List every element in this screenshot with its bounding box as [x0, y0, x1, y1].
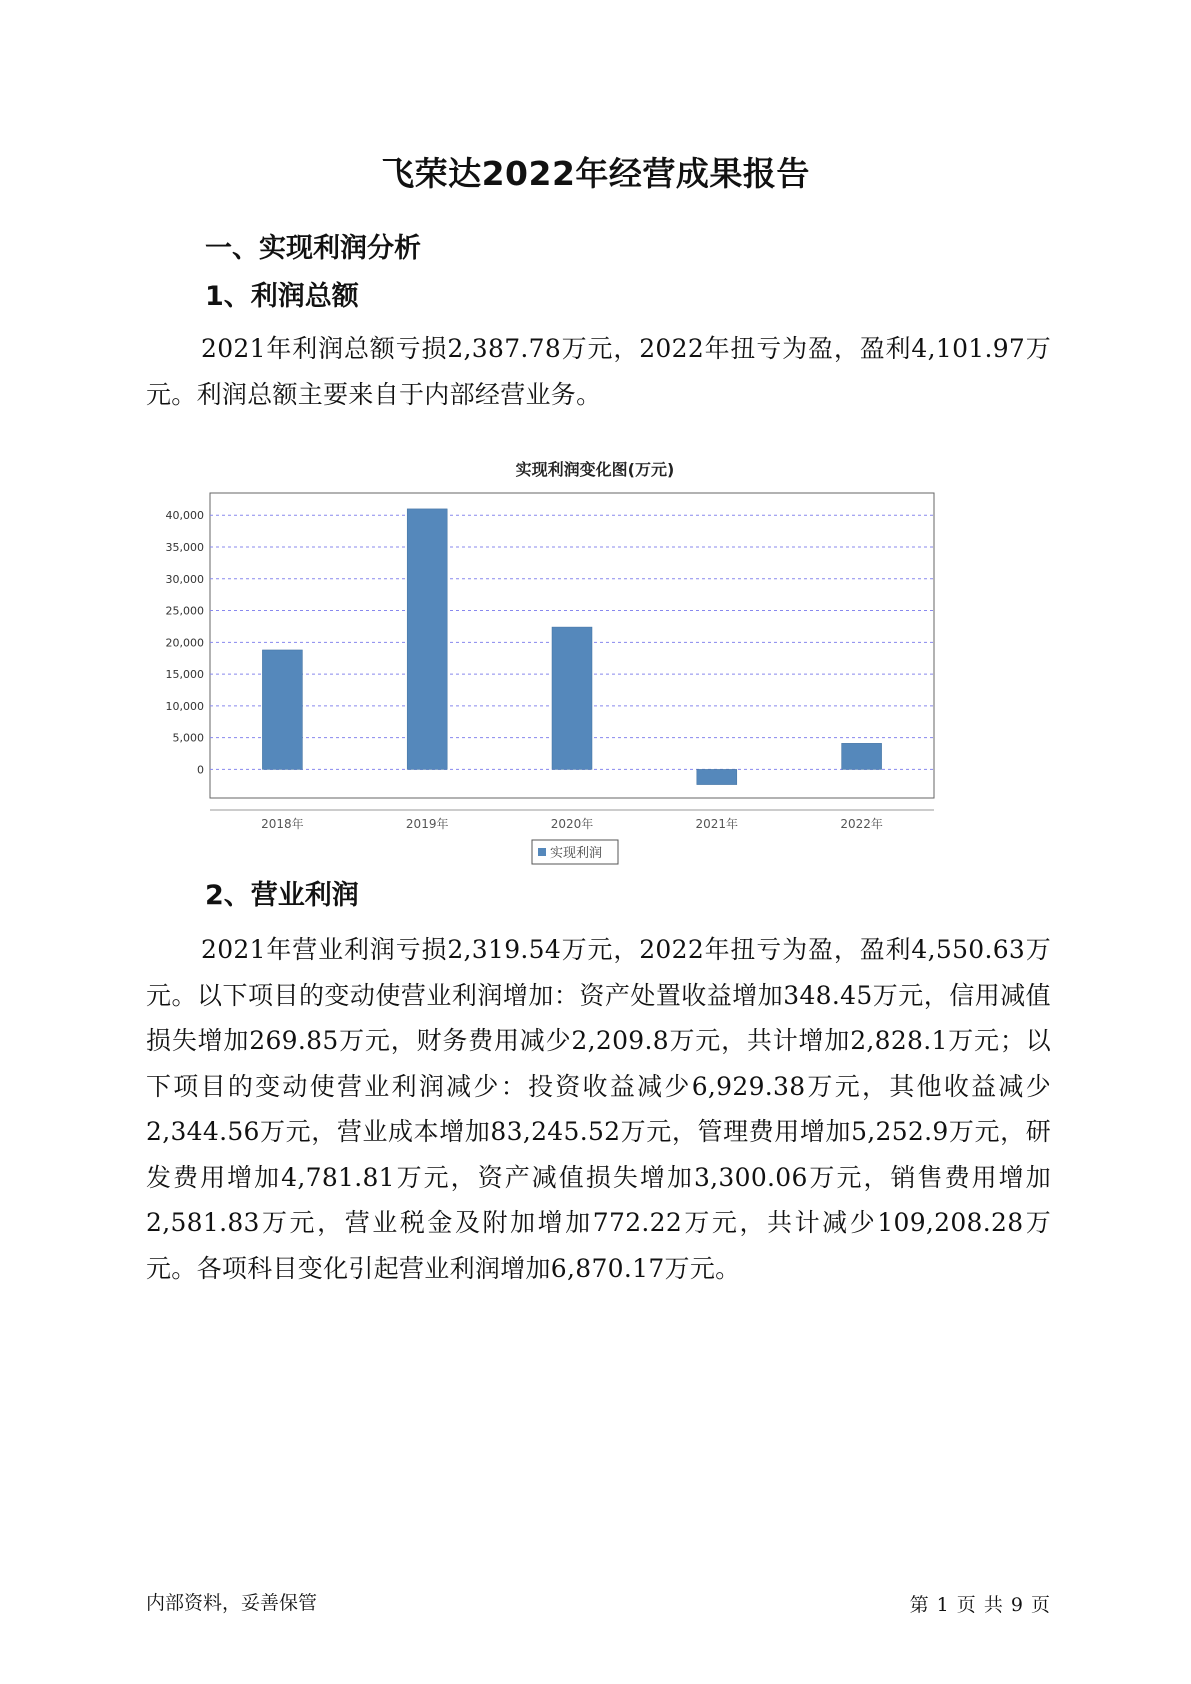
footer-confidential-note: 内部资料，妥善保管	[146, 1592, 318, 1614]
x-tick-label: 2022年	[840, 817, 883, 831]
bar-2018年	[262, 650, 302, 769]
x-tick-label: 2021年	[695, 817, 739, 831]
bar-2019年	[407, 509, 447, 770]
paragraph-operating-profit: 2021年营业利润亏损2,319.54万元，2022年扭亏为盈，盈利4,550.63万元。以下项目的变动使营业利润增加：资产处置收益增加348.45万元，信用减值损失增加269.85万元，财务费用减少2,209.8万元，共计增加2,828.1万元；以下项目的变动使营业利润减少：投资收益减少6,929.38万元，其他收益减少2,344.56万元，营业成本增加83,245.52万元，管理费用增加5,252.9万元，研发费用增加4,781.81万元，资产减值损失增加3,300.06万元，销售费用增加2,581.83万元，营业税金及附加增加772.22万元，共计减少109,208.28万元。各项科目变化引起营业利润增加6,870.17万元。	[146, 935, 1051, 1283]
section-heading-profit-analysis: 一、实现利润分析	[205, 233, 421, 264]
x-tick-label: 2020年	[550, 817, 594, 831]
subsection-heading-total-profit: 1、利润总额	[205, 281, 359, 312]
y-tick-label: 10,000	[165, 699, 204, 713]
y-tick-label: 15,000	[165, 668, 204, 682]
paragraph-total-profit: 2021年利润总额亏损2,387.78万元，2022年扭亏为盈，盈利4,101.97万元。利润总额主要来自于内部经营业务。	[146, 334, 1051, 409]
bar-2021年	[697, 769, 737, 784]
document-title: 飞荣达2022年经营成果报告	[381, 154, 810, 193]
footer-page-number: 第 1 页 共 9 页	[909, 1594, 1051, 1616]
y-tick-label: 40,000	[165, 509, 204, 523]
subsection-heading-operating-profit: 2、营业利润	[205, 880, 359, 911]
y-tick-label: 5,000	[172, 731, 204, 745]
x-tick-label: 2019年	[405, 817, 449, 831]
legend-swatch	[538, 848, 546, 856]
chart-title: 实现利润变化图(万元)	[515, 460, 675, 479]
legend-label: 实现利润	[550, 846, 603, 861]
y-tick-label: 0	[197, 763, 204, 777]
profit-bar-chart	[160, 455, 1030, 915]
y-tick-label: 35,000	[165, 541, 204, 555]
y-tick-label: 25,000	[165, 604, 204, 618]
bar-2022年	[842, 743, 882, 769]
x-tick-label: 2018年	[261, 817, 304, 831]
y-tick-label: 30,000	[165, 572, 204, 586]
bar-2020年	[552, 627, 592, 769]
chart-svg	[160, 455, 1030, 915]
y-tick-label: 20,000	[165, 636, 204, 650]
